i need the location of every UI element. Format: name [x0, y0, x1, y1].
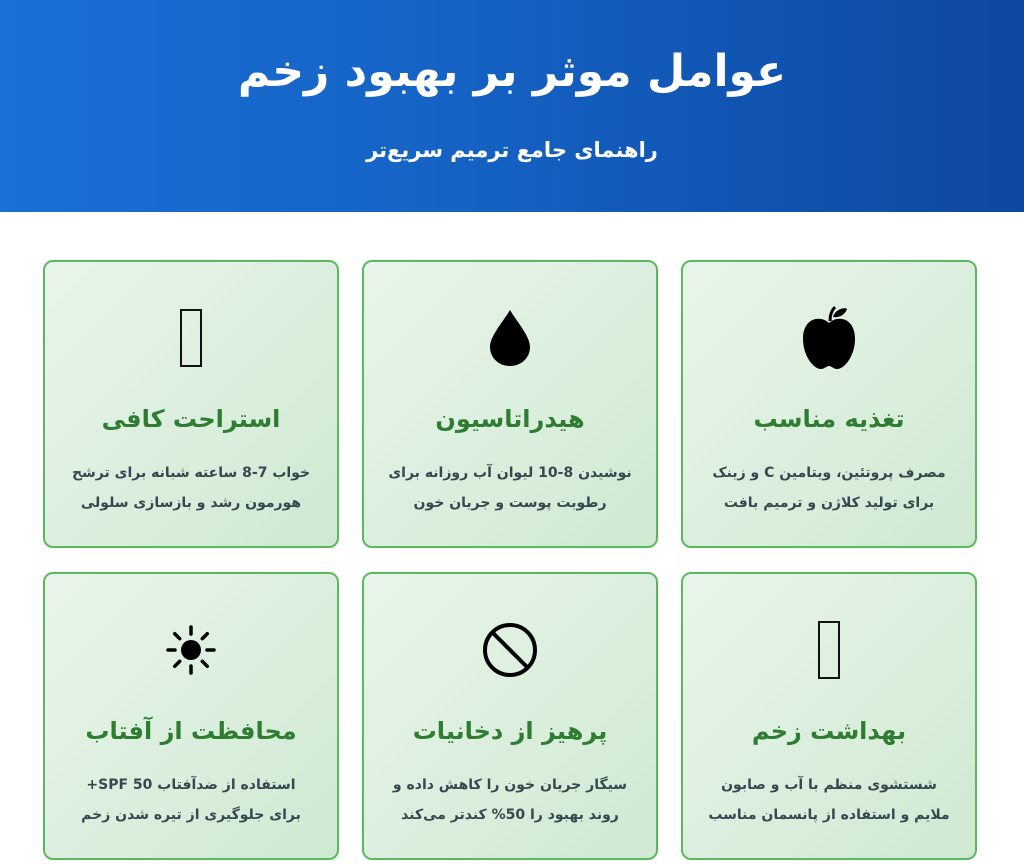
sun-icon [45, 614, 337, 686]
factors-grid [42, 260, 977, 860]
card-title: هیدراتاسیون [435, 405, 585, 433]
card-title: پرهیز از دخانیات [412, 717, 608, 745]
card-no-smoking [362, 572, 658, 860]
page-title: عوامل موثر بر بهبود زخم [237, 46, 787, 97]
card-description: شستشوی منظم با آب و صابون ملایم و استفاده از پانسمان مناسب [708, 777, 950, 823]
card-title: محافظت از آفتاب [85, 717, 297, 745]
page-header [0, 0, 1024, 212]
card-description: خواب 7-8 ساعته شبانه برای ترشح هورمون رشد و بازسازی سلولی [71, 465, 311, 511]
card-rest [43, 260, 339, 548]
card-title: بهداشت زخم [751, 717, 907, 745]
card-title: استراحت کافی [101, 405, 281, 433]
card-hydration [362, 260, 658, 548]
card-sun-protection [43, 572, 339, 860]
card-wound-hygiene [681, 572, 977, 860]
card-description: نوشیدن 8-10 لیوان آب روزانه برای رطوبت پوست و جریان خون [388, 465, 632, 511]
water-drop-icon [364, 302, 656, 374]
missing-glyph-icon [45, 302, 337, 374]
card-title: تغذیه مناسب [753, 405, 905, 433]
page-subtitle: راهنمای جامع ترمیم سریع‌تر [366, 138, 658, 162]
no-entry-icon [364, 614, 656, 686]
apple-icon [683, 302, 975, 374]
card-description: مصرف پروتئین، ویتامین C و زینک برای تولید کلاژن و ترمیم بافت [712, 465, 946, 511]
card-description: سیگار جریان خون را کاهش داده و روند بهبود را 50% کندتر می‌کند [392, 777, 628, 823]
card-nutrition [681, 260, 977, 548]
missing-glyph-icon [683, 614, 975, 686]
card-description: استفاده از ضدآفتاب SPF 50+ برای جلوگیری از تیره شدن زخم [81, 777, 301, 823]
